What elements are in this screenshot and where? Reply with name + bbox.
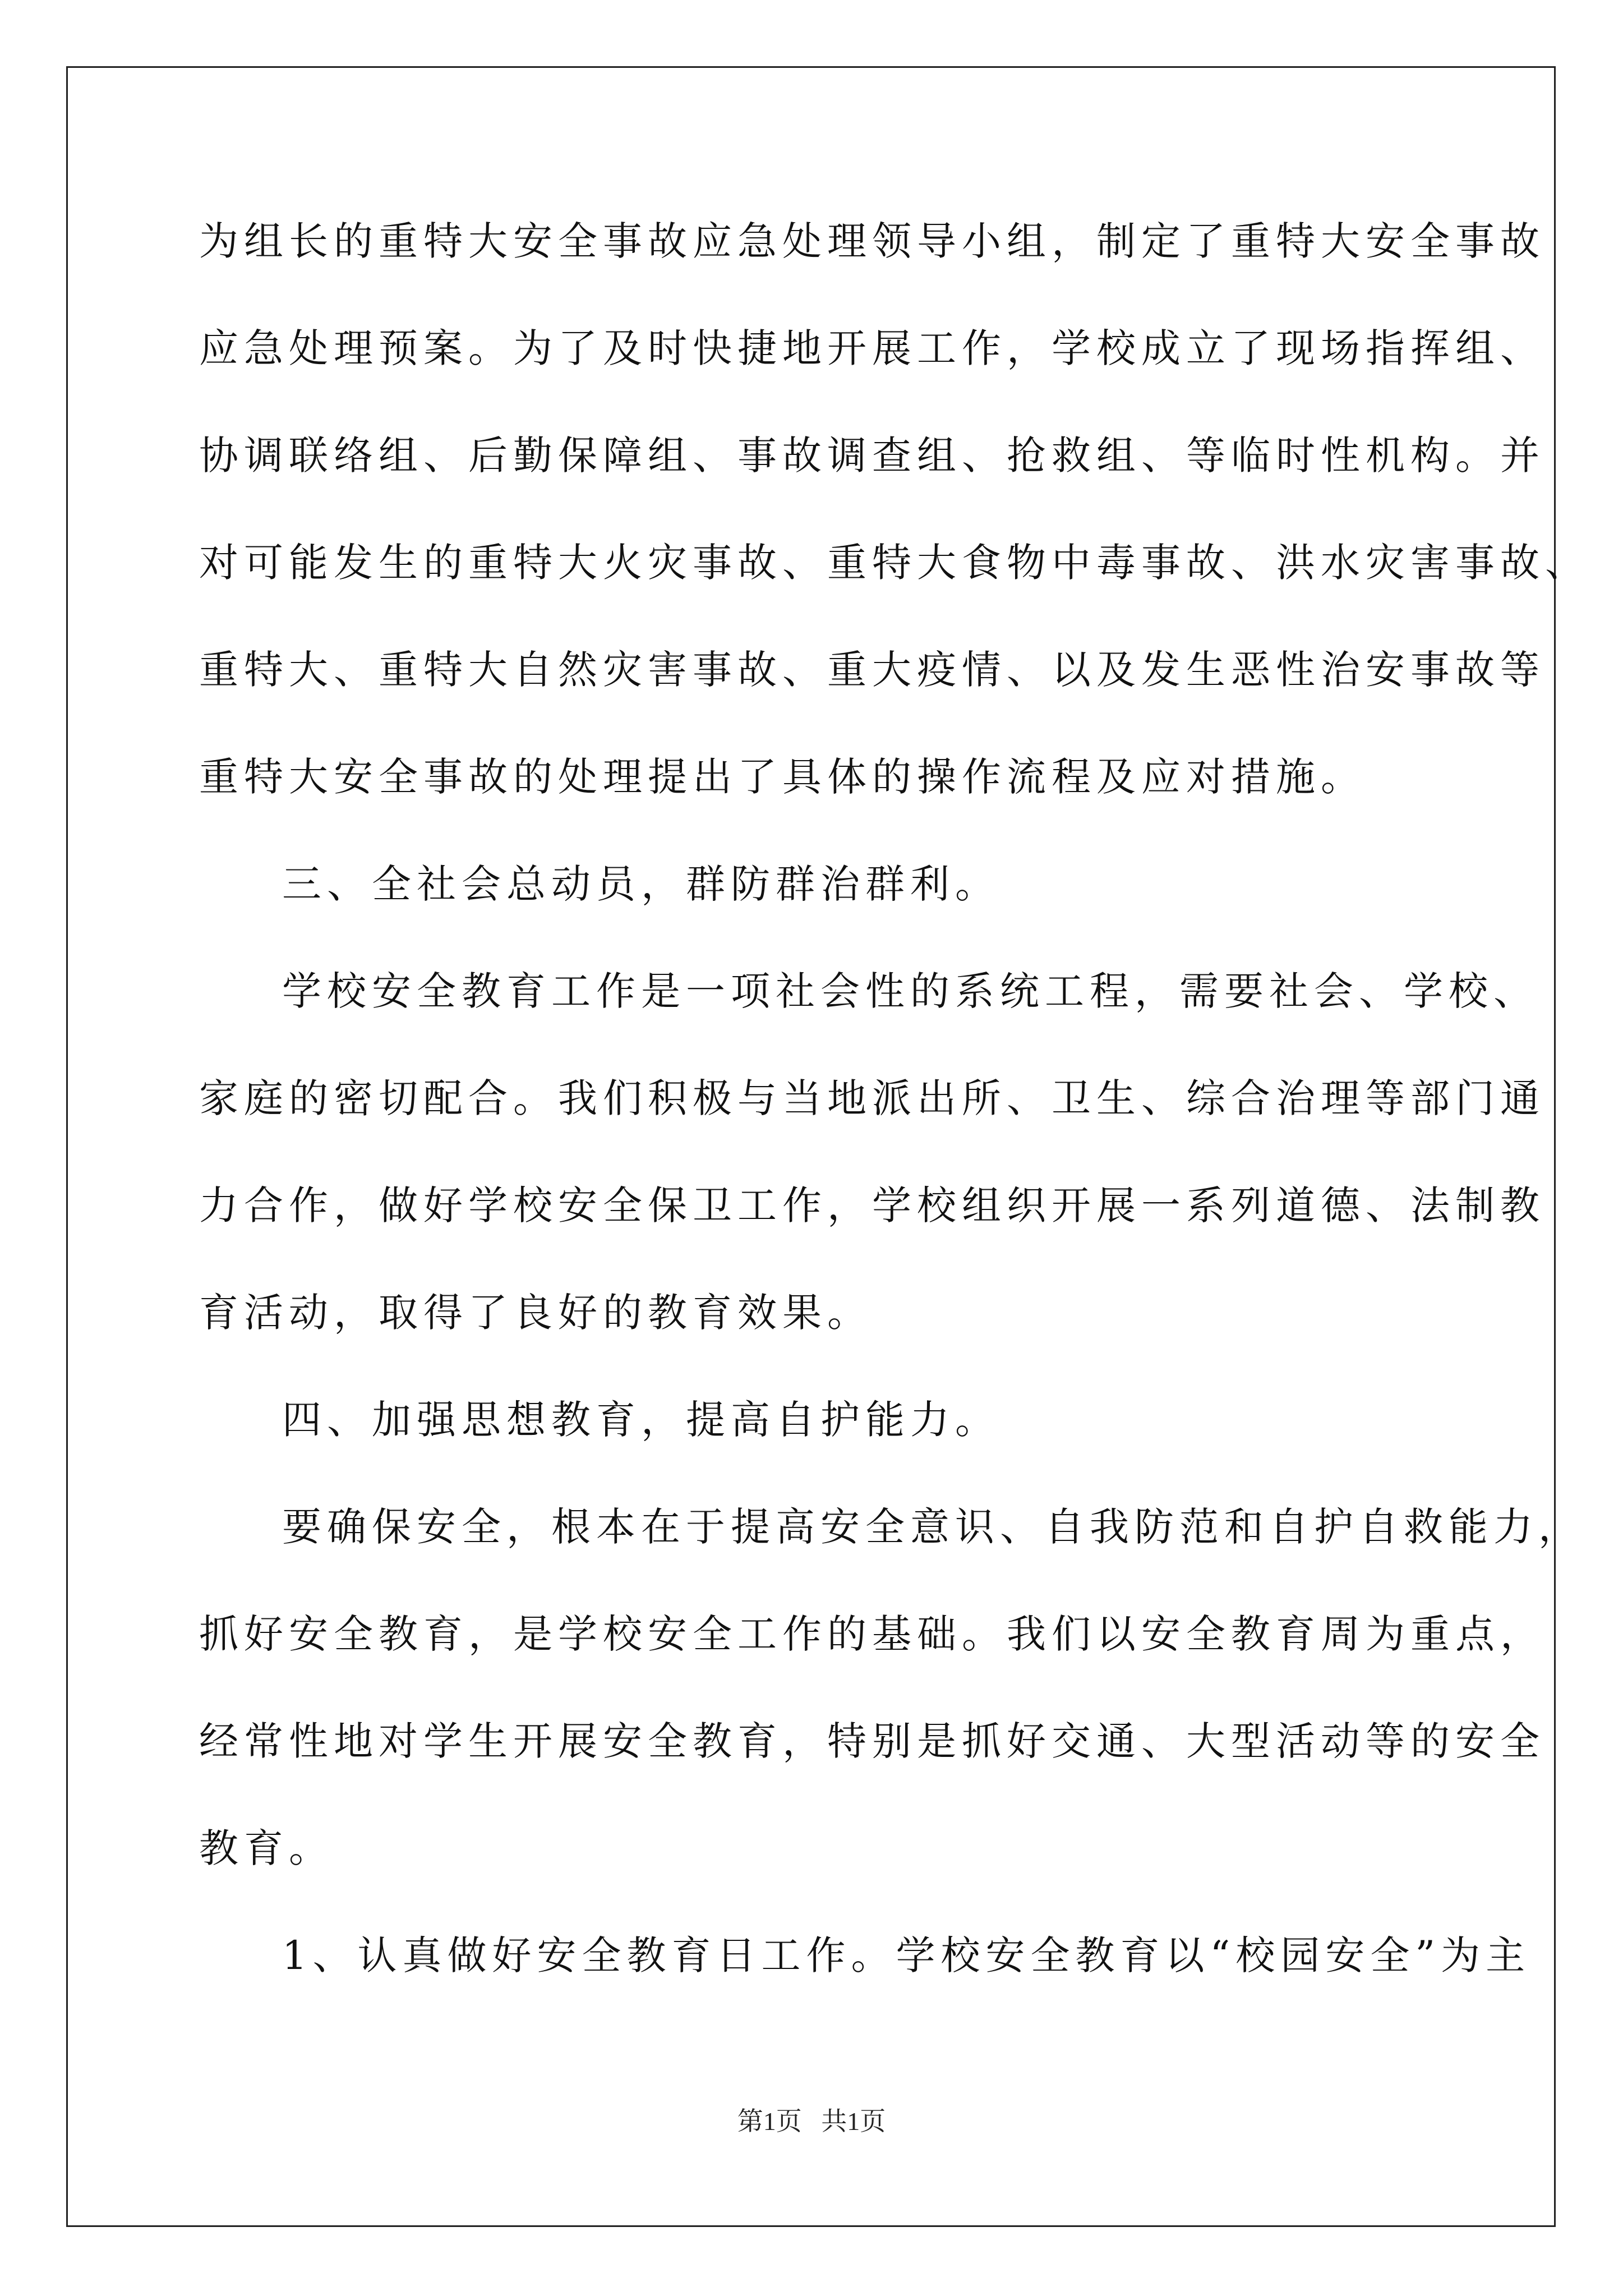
text-line: 重特大、重特大自然灾害事故、重大疫情、以及发生恶性治安事故等 (199, 647, 1545, 693)
text-line: 应急处理预案。为了及时快捷地开展工作，学校成立了现场指挥组、 (199, 325, 1545, 371)
text-line: 教育。 (199, 1825, 334, 1871)
paragraph-start: 要确保安全，根本在于提高安全意识、自我防范和自护自救能力， (282, 1504, 1583, 1550)
text-line: 抓好安全教育，是学校安全工作的基础。我们以安全教育周为重点， (199, 1611, 1545, 1657)
text-line: 协调联络组、后勤保障组、事故调查组、抢救组、等临时性机构。并 (199, 432, 1545, 478)
section-heading-3: 三、全社会总动员，群防群治群利。 (282, 861, 1000, 907)
text-line: 经常性地对学生开展安全教育，特别是抓好交通、大型活动等的安全 (199, 1718, 1545, 1764)
paragraph-start: 学校安全教育工作是一项社会性的系统工程，需要社会、学校、 (282, 968, 1538, 1014)
page-border (66, 66, 1556, 2227)
text-line: 家庭的密切配合。我们积极与当地派出所、卫生、综合治理等部门通 (199, 1075, 1545, 1121)
text-line: 重特大安全事故的处理提出了具体的操作流程及应对措施。 (199, 754, 1366, 800)
list-item-1: 1、认真做好安全教育日工作。学校安全教育以“校园安全”为主 (282, 1932, 1531, 1978)
text-line: 对可能发生的重特大火灾事故、重特大食物中毒事故、洪水灾害事故、 (199, 540, 1590, 586)
text-line: 力合作，做好学校安全保卫工作，学校组织开展一系列道德、法制教 (199, 1182, 1545, 1228)
page-number-footer: 第1页 共1页 (737, 2107, 886, 2136)
text-line: 育活动，取得了良好的教育效果。 (199, 1290, 872, 1336)
section-heading-4: 四、加强思想教育，提高自护能力。 (282, 1397, 1000, 1443)
text-line: 为组长的重特大安全事故应急处理领导小组，制定了重特大安全事故 (199, 218, 1545, 264)
